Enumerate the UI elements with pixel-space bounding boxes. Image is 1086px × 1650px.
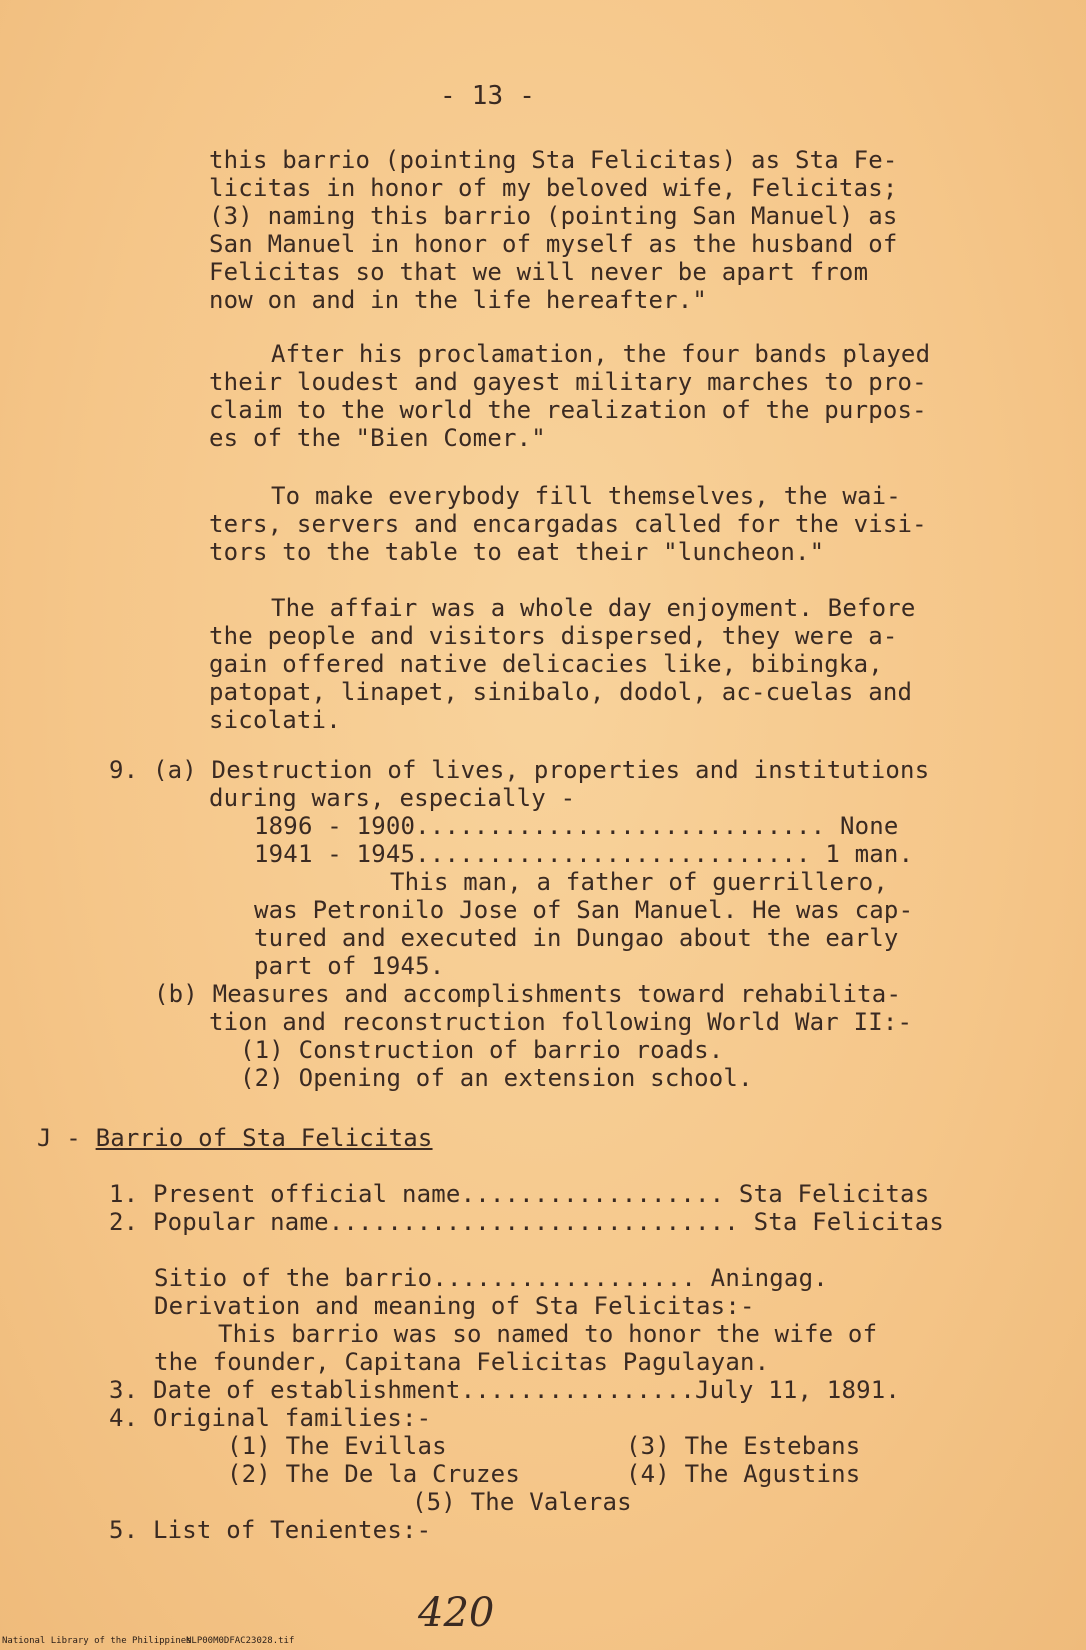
text-line: Felicitas so that we will never be apart from <box>209 258 869 286</box>
text-line: this barrio (pointing Sta Felicitas) as Sta Fe- <box>209 146 898 174</box>
text-line: The affair was a whole day enjoyment. Before <box>271 594 916 622</box>
footer-filename: NLP00M0DFAC23028.tif <box>186 1636 295 1646</box>
text-line: tion and reconstruction following World War II:- <box>209 1008 913 1036</box>
text-line: now on and in the life hereafter." <box>209 286 708 314</box>
family-item: (3) The Estebans <box>626 1432 861 1460</box>
text-line: gain offered native delicacies like, bibingka, <box>209 650 883 678</box>
text-line: tors to the table to eat their "luncheon." <box>209 538 825 566</box>
list-item: (1) Construction of barrio roads. <box>240 1036 724 1064</box>
text-line: licitas in honor of my beloved wife, Felicitas; <box>209 174 898 202</box>
war-years-row: 1941 - 1945........................... 1 man. <box>254 840 914 868</box>
text-line: Derivation and meaning of Sta Felicitas:- <box>154 1292 755 1320</box>
text-line: To make everybody fill themselves, the wai- <box>271 482 901 510</box>
text-line: (3) naming this barrio (pointing San Manuel) as <box>209 202 898 230</box>
families-heading: 4. Original families:- <box>109 1404 432 1432</box>
official-name-row: 1. Present official name.................. Sta Felicitas <box>109 1180 930 1208</box>
text-line: the founder, Capitana Felicitas Pagulayan. <box>154 1348 770 1376</box>
war-years-row: 1896 - 1900............................ None <box>254 812 899 840</box>
text-line: ters, servers and encargadas called for the visi- <box>209 510 927 538</box>
text-line: their loudest and gayest military marches to pro- <box>209 368 927 396</box>
list-item: (2) Opening of an extension school. <box>240 1064 753 1092</box>
text-line: This barrio was so named to honor the wife of <box>218 1320 878 1348</box>
family-item: (4) The Agustins <box>626 1460 861 1488</box>
text-line: patopat, linapet, sinibalo, dodol, ac-cuelas and <box>209 678 913 706</box>
family-item: (1) The Evillas <box>227 1432 447 1460</box>
text-line: sicolati. <box>209 706 341 734</box>
text-line: San Manuel in honor of myself as the husband of <box>209 230 898 258</box>
text-line: tured and executed in Dungao about the early <box>254 924 899 952</box>
text-line: claim to the world the realization of the purpos- <box>209 396 927 424</box>
section-9b-heading: (b) Measures and accomplishments toward rehabilita- <box>154 980 902 1008</box>
text-line: the people and visitors dispersed, they were a- <box>209 622 898 650</box>
family-item: (5) The Valeras <box>412 1488 632 1516</box>
text-line: es of the "Bien Comer." <box>209 424 546 452</box>
page-number: - 13 - <box>440 81 536 111</box>
section-j-title: Barrio of Sta Felicitas <box>95 1124 433 1152</box>
footer-library: National Library of the Philippines <box>2 1636 192 1646</box>
text-line: during wars, especially - <box>209 784 576 812</box>
text-line: part of 1945. <box>254 952 445 980</box>
sitio-row: Sitio of the barrio.................. Aningag. <box>154 1264 828 1292</box>
section-j-heading: J - Barrio of Sta Felicitas <box>37 1124 433 1152</box>
text-line: was Petronilo Jose of San Manuel. He was cap- <box>254 896 914 924</box>
popular-name-row: 2. Popular name............................ Sta Felicitas <box>109 1208 945 1236</box>
family-item: (2) The De la Cruzes <box>227 1460 520 1488</box>
text-line: This man, a father of guerrillero, <box>390 868 889 896</box>
text-line: After his proclamation, the four bands played <box>271 340 931 368</box>
handwritten-page-number: 420 <box>418 1590 495 1636</box>
section-9a-heading: 9. (a) Destruction of lives, properties and institutions <box>109 756 930 784</box>
establishment-row: 3. Date of establishment................July 11, 1891. <box>109 1376 901 1404</box>
tenientes-heading: 5. List of Tenientes:- <box>109 1516 432 1544</box>
